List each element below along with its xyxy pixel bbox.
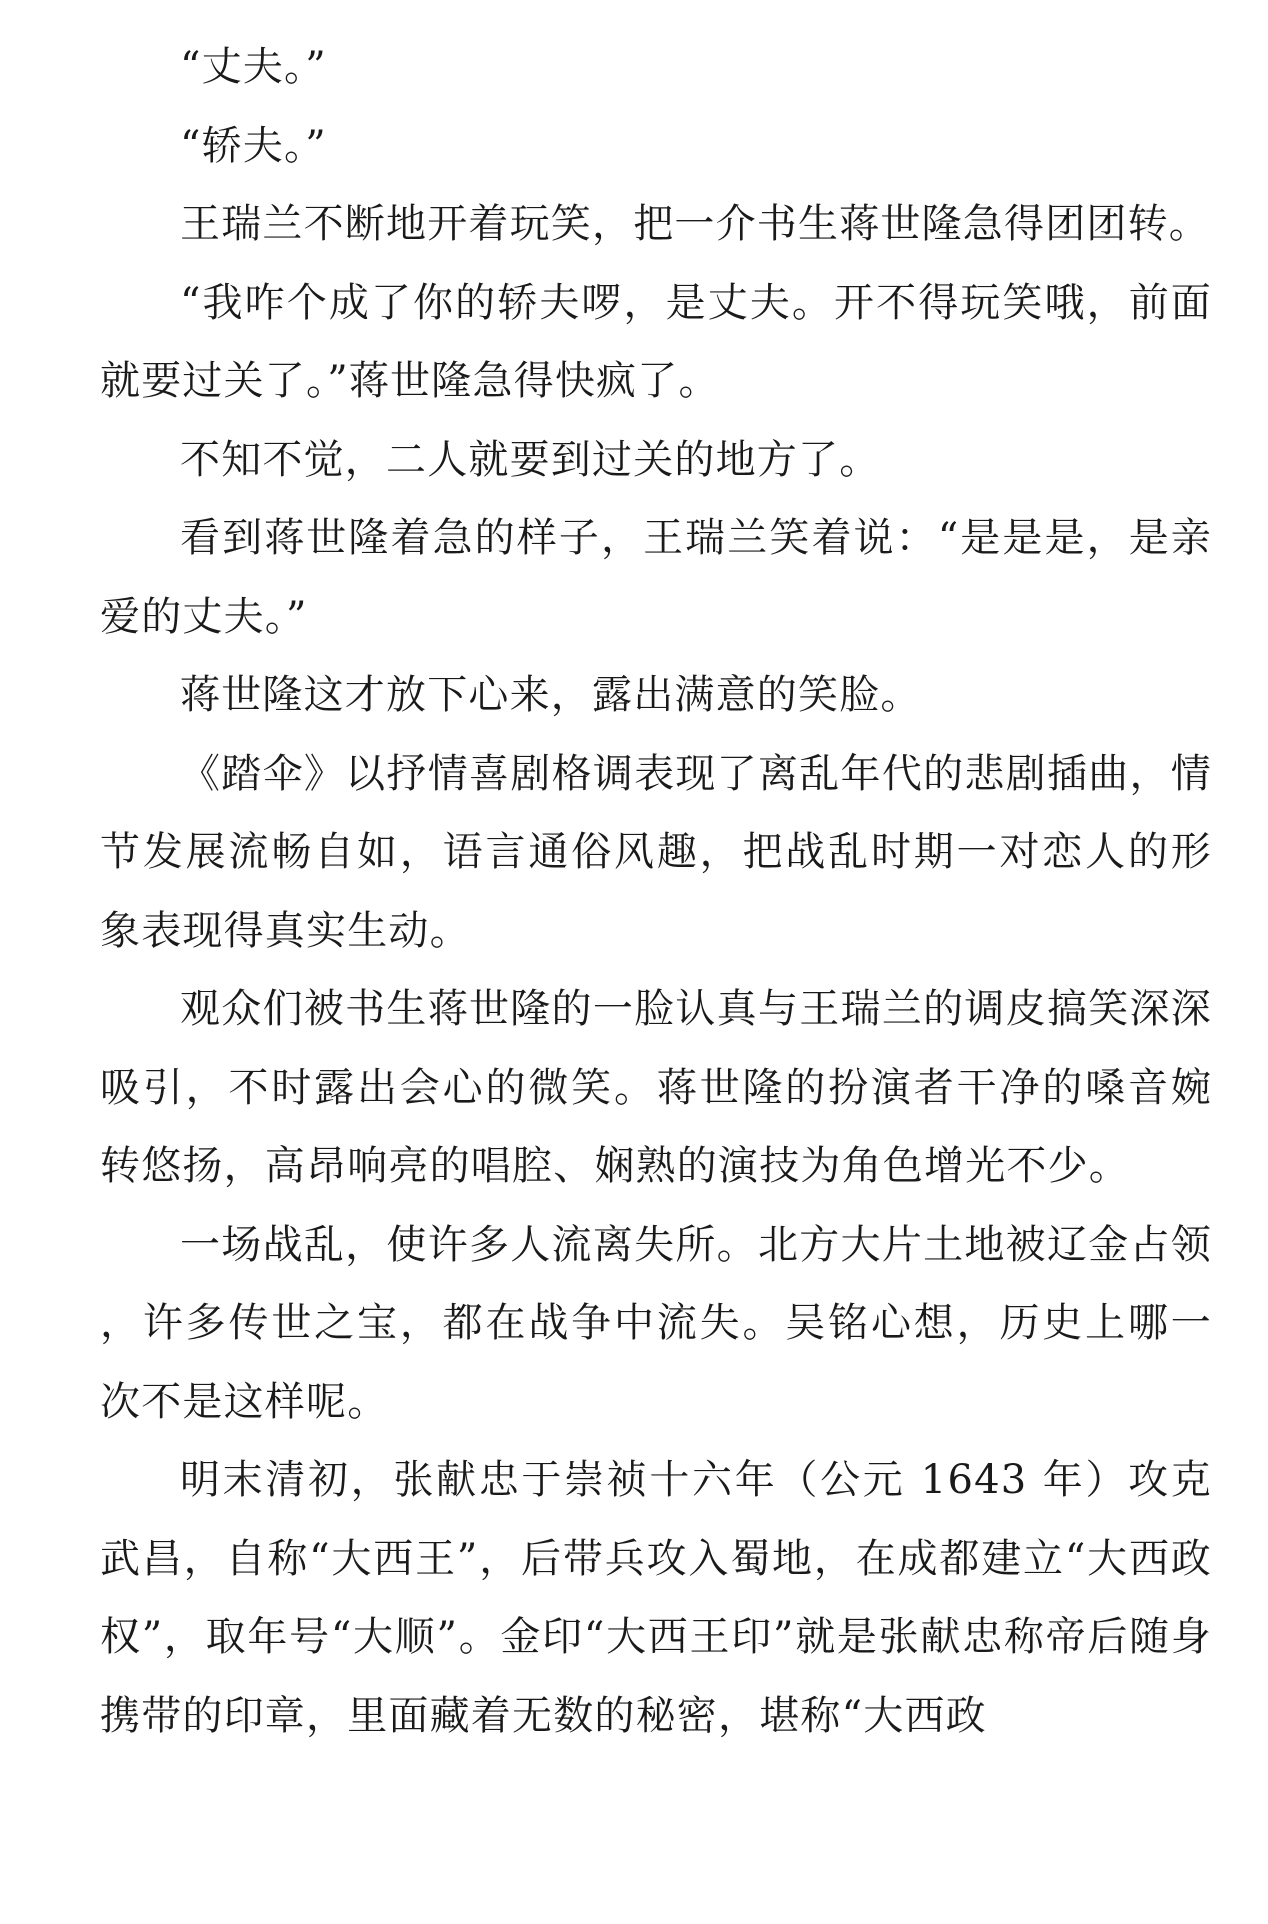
paragraph-9: 观众们被书生蒋世隆的一脸认真与王瑞兰的调皮搞笑深深吸引，不时露出会心的微笑。蒋世隆的扮演者干净的嗓音婉转悠扬，高昂响亮的唱腔、娴熟的演技为角色增光不少。	[100, 986, 1212, 1189]
paragraph-2: “轿夫。”	[180, 122, 327, 169]
book-page	[100, 28, 1212, 1755]
paragraph-7: 蒋世隆这才放下心来，露出满意的笑脸。	[180, 672, 922, 718]
paragraph-8: 《踏伞》以抒情喜剧格调表现了离乱年代的悲剧插曲，情节发展流畅自如，语言通俗风趣，把战乱时期一对恋人的形象表现得真实生动。	[100, 750, 1212, 954]
paragraph-1: “丈夫。”	[180, 44, 327, 90]
paragraph-6: 看到蒋世隆着急的样子，王瑞兰笑着说：“是是是，是亲爱的丈夫。”	[100, 515, 1212, 640]
paragraph-4: “我咋个成了你的轿夫啰，是丈夫。开不得玩笑哦，前面就要过关了。”蒋世隆急得快疯了。	[100, 279, 1212, 404]
paragraph-11: 明末清初，张献忠于崇祯十六年（公元 1643 年）攻克武昌，自称“大西王”，后带兵攻入蜀地，在成都建立“大西政权”，取年号“大顺”。金印“大西王印”就是张献忠称帝后随身携带的印章，里面藏着无数的秘密，堪称“大西政	[100, 1457, 1212, 1739]
paragraph-5: 不知不觉，二人就要到过关的地方了。	[180, 436, 881, 483]
paragraph-3: 王瑞兰不断地开着玩笑，把一介书生蒋世隆急得团团转。	[180, 201, 1210, 247]
paragraph-10: 一场战乱，使许多人流离失所。北方大片土地被辽金占领，许多传世之宝，都在战争中流失。吴铭心想，历史上哪一次不是这样呢。	[100, 1221, 1212, 1425]
